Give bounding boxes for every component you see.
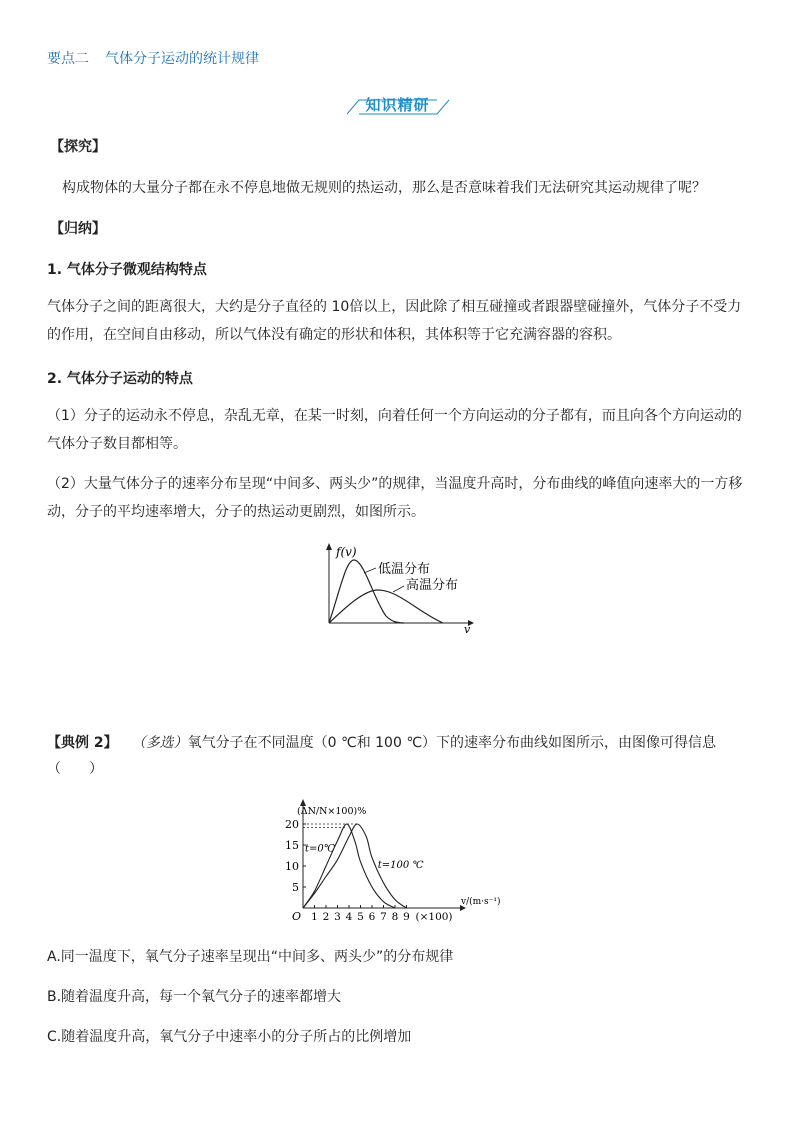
chart-x-unit-suffix: (×100) xyxy=(415,911,453,923)
banner-title: 知识精研 xyxy=(365,96,430,114)
section-label: 要点二 xyxy=(47,51,89,67)
figure1-y-arrow xyxy=(326,543,332,550)
section-title xyxy=(47,48,259,68)
low-label-leader xyxy=(364,568,376,573)
point2-title: 2. 气体分子运动的特点 xyxy=(47,371,193,387)
explore-heading: 【探究】 xyxy=(50,139,106,155)
chart-x-tick-label: 6 xyxy=(368,911,376,923)
chart-origin-label: O xyxy=(292,910,302,923)
chart-y-tick-label: 10 xyxy=(285,860,299,873)
section-heading: 气体分子运动的统计规律 xyxy=(105,51,259,67)
point2-item1: （1）分子的运动永不停息，杂乱无章，在某一时刻，向着任何一个方向运动的分子都有，而且向各个方向运动的气体分子数目都相等。 xyxy=(47,408,742,452)
chart-x-tick-label: 5 xyxy=(357,911,364,923)
speed-distribution-chart xyxy=(280,796,505,924)
option-c: C.随着温度升高，氧气分子中速率小的分子所占的比例增加 xyxy=(47,1029,412,1045)
figure1-x-label: v xyxy=(464,623,471,635)
chart-x-tick-label: 8 xyxy=(391,911,399,923)
answer-blank: （ ） xyxy=(47,761,103,777)
series-100c-label: t=100 ℃ xyxy=(377,860,424,872)
point1-text: 气体分子之间的距离很大，大约是分子直径的 10倍以上，因此除了相互碰撞或者跟器壁碰撞外，气体分子不受力的作用，在空间自由移动，所以气体没有确定的形状和体积，其体积等于它充满容器的容积。 xyxy=(47,299,742,343)
high-label-leader xyxy=(393,586,404,592)
option-a: A.同一温度下，氧气分子速率呈现出“中间多、两头少”的分布规律 xyxy=(47,949,454,965)
chart-x-tick-label: 2 xyxy=(322,911,330,923)
low-temp-label: 低温分布 xyxy=(378,562,431,577)
example-type: （多选） xyxy=(131,735,188,751)
summary-heading: 【归纳】 xyxy=(50,221,106,237)
chart-x-tick-label: 1 xyxy=(311,911,318,923)
example-text: 氧气分子在不同温度（0 ℃和 100 ℃）下的速率分布曲线如图所示，由图像可得信息 xyxy=(187,735,717,751)
chart-y-tick-label: 15 xyxy=(285,839,299,852)
figure1-y-label: f(v) xyxy=(336,545,357,559)
chart-x-tick-label: 7 xyxy=(380,911,387,923)
chart-y-label: (ΔN/N×100)% xyxy=(297,806,367,817)
point2-item2: （2）大量气体分子的速率分布呈现“中间多、两头少”的规律，当温度升高时，分布曲线的峰值向速率大的一方移动，分子的平均速率增大，分子的热运动更剧烈，如图所示。 xyxy=(47,476,743,520)
chart-x-label: v/(m·s⁻¹) xyxy=(461,897,501,907)
chart-x-tick-label: 4 xyxy=(345,911,353,923)
point1-title: 1. 气体分子微观结构特点 xyxy=(47,262,207,278)
option-b: B.随着温度升高，每一个氧气分子的速率都增大 xyxy=(47,989,342,1005)
example-tag: 【典例 2】 xyxy=(47,735,118,751)
example-question xyxy=(47,732,716,752)
chart-y-tick-label: 20 xyxy=(285,818,299,831)
chart-x-tick-label: 9 xyxy=(403,911,410,923)
chart-y-tick-label: 5 xyxy=(292,881,299,894)
series-0c-label: t=0℃ xyxy=(305,843,335,855)
chart-y-arrow xyxy=(300,799,306,806)
high-temp-label: 高温分布 xyxy=(406,578,459,593)
high-temp-curve xyxy=(329,590,443,623)
knowledge-banner xyxy=(345,94,450,116)
chart-x-tick-label: 3 xyxy=(334,911,341,923)
explore-text: 构成物体的大量分子都在永不停息地做无规则的热运动，那么是否意味着我们无法研究其运动规律了呢？ xyxy=(62,180,706,196)
distribution-figure xyxy=(318,540,478,635)
